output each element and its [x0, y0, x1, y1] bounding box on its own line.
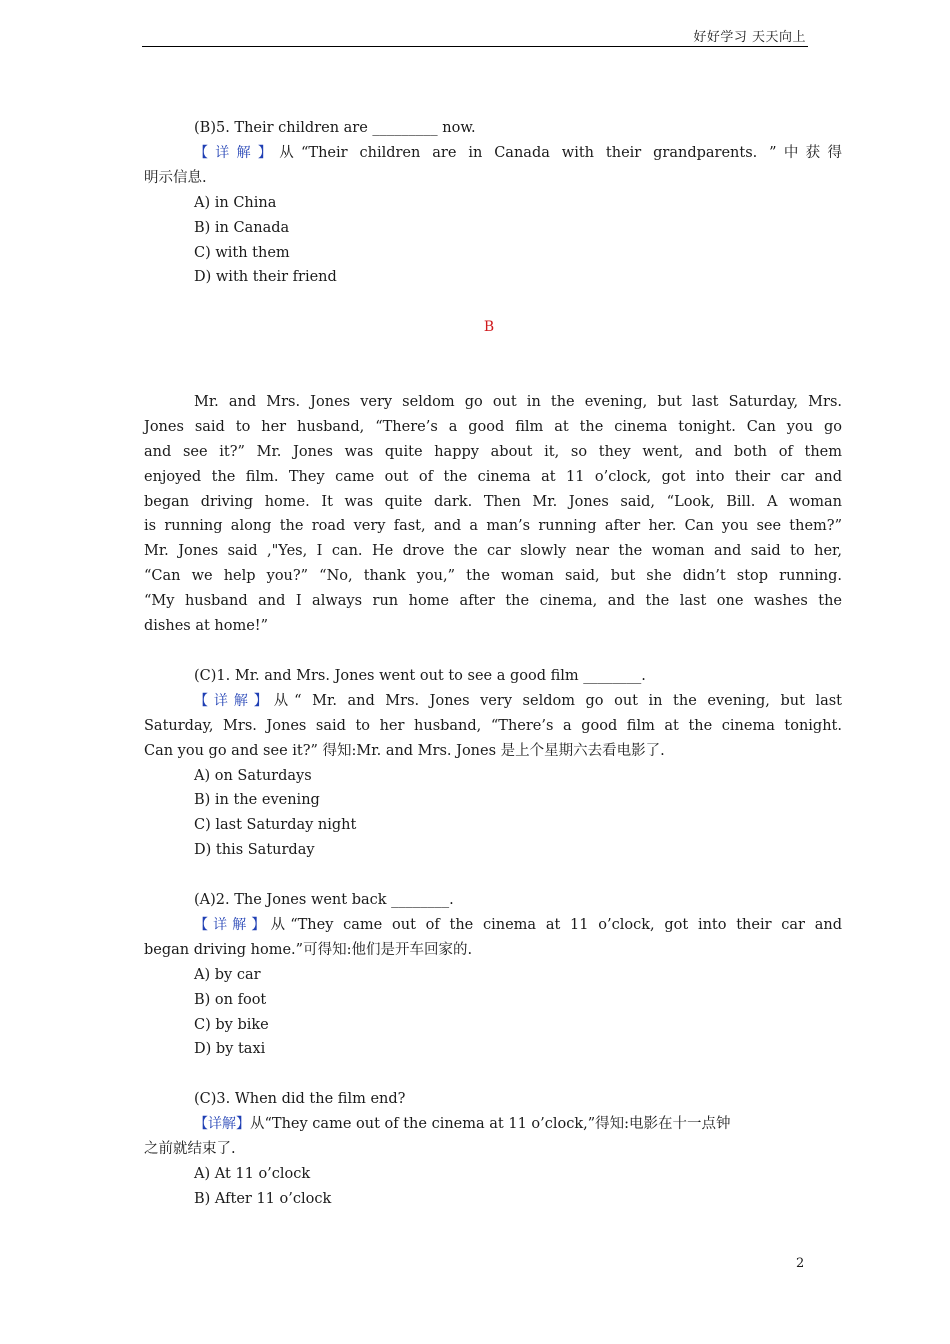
detail-tag: 【详解】: [194, 1116, 250, 1133]
question-2: [144, 888, 842, 1062]
option: B) on foot: [194, 991, 267, 1008]
question-detail-cont: Saturday, Mrs. Jones said to her husband, “There’s a good film at the cinema tonight.: [144, 717, 842, 734]
option: D) by taxi: [194, 1041, 266, 1058]
passage-line: Mr. and Mrs. Jones very seldom go out in the evening, but last Saturday, Mrs.: [194, 393, 842, 410]
detail-tag: 【详解】: [194, 692, 274, 709]
passage-line: enjoyed the film. They came out of the cinema at 11 o’clock, got into their car and: [144, 468, 842, 485]
passage-line: and see it?” Mr. Jones was quite happy about it, so they went, and both of them: [144, 443, 842, 460]
question-5: [144, 116, 842, 290]
option: B) After 11 o’clock: [194, 1190, 332, 1207]
question-stem: (C)3. When did the film end?: [194, 1091, 406, 1108]
passage-line: is running along the road very fast, and a man’s running after her. Can you see them?”: [144, 518, 842, 535]
question-detail: 【详解】从“They came out of the cinema at 11 o’clock, got into their car and: [194, 916, 843, 933]
option: B) in Canada: [194, 219, 290, 236]
option: B) in the evening: [194, 792, 320, 809]
passage-line: “My husband and I always run home after the cinema, and the last one washes the: [144, 593, 842, 610]
passage-line: began driving home. It was quite dark. Then Mr. Jones said, “Look, Bill. A woman: [144, 493, 842, 510]
question-detail: 【详解】从“ Mr. and Mrs. Jones very seldom go out in the evening, but last: [194, 692, 842, 709]
header-motto: 好好学习 天天向上: [693, 30, 806, 45]
question-detail: 【详解】从“They came out of the cinema at 11 o’clock,”得知:电影在十一点钟: [194, 1116, 731, 1133]
question-detail-cont: began driving home.”可得知:他们是开车回家的.: [144, 941, 473, 958]
page-header: [142, 26, 808, 47]
passage-line: dishes at home!”: [144, 618, 269, 635]
detail-tag: 【详解】: [194, 916, 271, 933]
passage-line: Mr. Jones said ,"Yes, I can. He drove the car slowly near the woman and said to her,: [144, 543, 842, 560]
question-stem: (B)5. Their children are _________ now.: [194, 120, 476, 136]
question-detail-cont: Can you go and see it?” 得知:Mr. and Mrs. Jones 是上个星期六去看电影了.: [144, 742, 665, 759]
document-body: [144, 116, 842, 1212]
section-title: B: [483, 319, 495, 336]
question-stem: (C)1. Mr. and Mrs. Jones went out to see a good film ________.: [194, 667, 646, 684]
question-1: [144, 664, 842, 863]
page-number: 2: [796, 1256, 805, 1271]
option: A) in China: [194, 194, 277, 211]
option: D) this Saturday: [194, 842, 315, 859]
question-detail-cont: 之前就结束了.: [144, 1141, 236, 1158]
option: C) last Saturday night: [194, 817, 357, 834]
option: C) by bike: [194, 1016, 269, 1033]
passage-line: Jones said to her husband, “There’s a good film at the cinema tonight. Can you go: [144, 418, 842, 435]
question-detail-cont: 明示信息.: [144, 169, 207, 186]
option: A) At 11 o’clock: [194, 1165, 311, 1182]
option: C) with them: [194, 244, 290, 261]
question-stem: (A)2. The Jones went back ________.: [194, 892, 454, 909]
question-detail: 【详解】从“Their children are in Canada with their grandparents. ”中获得: [194, 144, 842, 161]
passage-line: “Can we help you?” “No, thank you,” the woman said, but she didn’t stop running.: [144, 568, 842, 585]
detail-tag: 【详解】: [194, 144, 280, 161]
option: D) with their friend: [194, 269, 337, 286]
reading-passage: [144, 390, 842, 639]
question-3: [144, 1087, 842, 1212]
option: A) by car: [194, 966, 261, 983]
option: A) on Saturdays: [194, 767, 312, 784]
